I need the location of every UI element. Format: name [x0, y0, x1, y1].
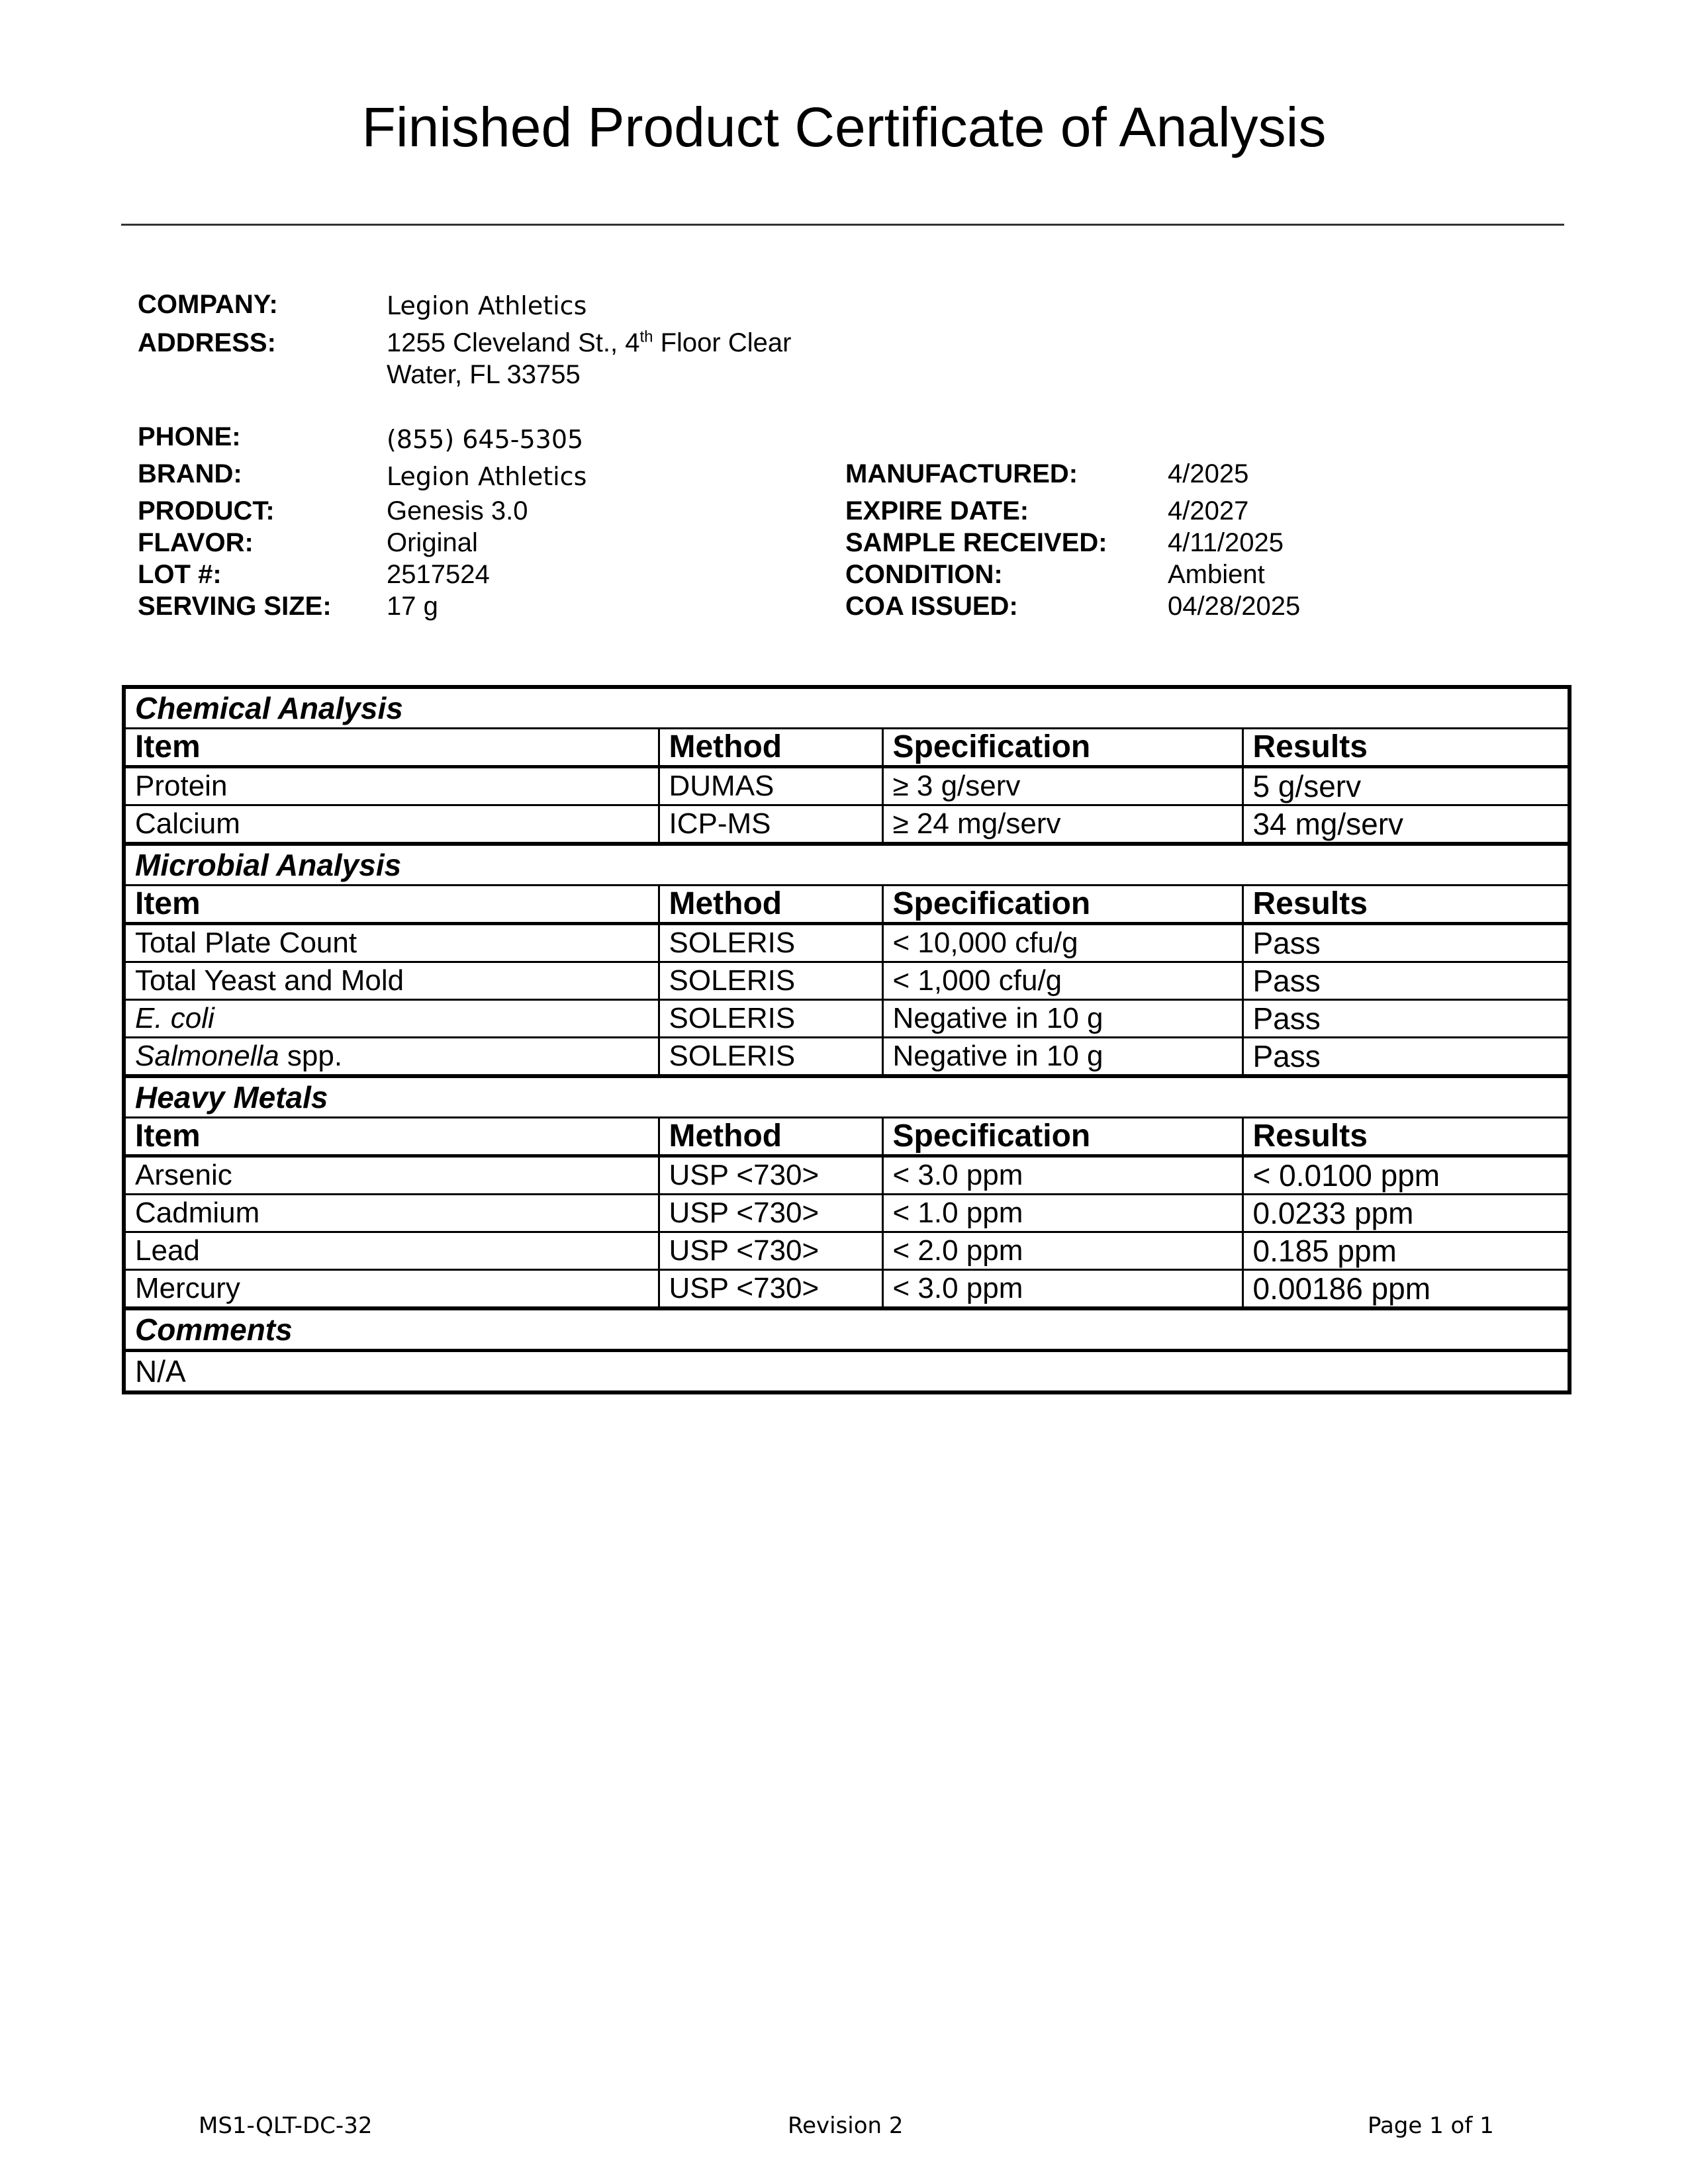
- result-cell: 0.185 ppm: [1243, 1232, 1570, 1270]
- heavy-metals-section-title: Heavy Metals: [124, 1076, 1570, 1118]
- method-cell: SOLERIS: [659, 962, 882, 1000]
- col-method: Method: [659, 1118, 882, 1156]
- col-item: Item: [124, 729, 659, 767]
- col-item: Item: [124, 886, 659, 924]
- comments-value: N/A: [124, 1351, 1570, 1393]
- method-cell: USP <730>: [659, 1195, 882, 1232]
- title-divider: [121, 224, 1564, 226]
- company-label: COMPANY:: [138, 290, 278, 319]
- address-superscript: th: [639, 328, 653, 346]
- serving-size-label: SERVING SIZE:: [138, 592, 332, 621]
- coa-issued-label: COA ISSUED:: [845, 592, 1018, 621]
- company-value: Legion Athletics: [387, 291, 587, 320]
- result-cell: 0.00186 ppm: [1243, 1270, 1570, 1309]
- col-method: Method: [659, 729, 882, 767]
- manufactured-value: 4/2025: [1168, 459, 1249, 488]
- method-cell: USP <730>: [659, 1232, 882, 1270]
- col-results: Results: [1243, 729, 1570, 767]
- item-cell: [124, 1000, 659, 1038]
- method-cell: USP <730>: [659, 1156, 882, 1195]
- condition-label: CONDITION:: [845, 560, 1003, 589]
- footer-page-number: Page 1 of 1: [1368, 2113, 1494, 2139]
- result-cell: 0.0233 ppm: [1243, 1195, 1570, 1232]
- address-line1-start: 1255 Cleveland St., 4: [387, 328, 640, 357]
- heavy-metals-section-header: [124, 1076, 1570, 1118]
- table-row: [124, 1156, 1570, 1195]
- item-cell: Arsenic: [124, 1156, 659, 1195]
- item-cell: Protein: [124, 767, 659, 805]
- item-cell: Cadmium: [124, 1195, 659, 1232]
- manufactured-label: MANUFACTURED:: [845, 459, 1078, 488]
- result-cell: Pass: [1243, 1000, 1570, 1038]
- footer-doc-id: MS1-QLT-DC-32: [199, 2113, 373, 2139]
- table-row: [124, 1195, 1570, 1232]
- col-results: Results: [1243, 886, 1570, 924]
- result-cell: < 0.0100 ppm: [1243, 1156, 1570, 1195]
- brand-value: Legion Athletics: [387, 462, 587, 491]
- heavy-metals-column-headers: [124, 1118, 1570, 1156]
- expire-date-label: EXPIRE DATE:: [845, 496, 1029, 525]
- chemical-section-header: [124, 687, 1570, 729]
- col-specification: Specification: [882, 1118, 1243, 1156]
- table-row: [124, 805, 1570, 844]
- result-cell: 34 mg/serv: [1243, 805, 1570, 844]
- item-rest: spp.: [279, 1040, 343, 1072]
- flavor-value: Original: [387, 528, 478, 557]
- condition-value: Ambient: [1168, 560, 1265, 589]
- col-results: Results: [1243, 1118, 1570, 1156]
- spec-cell: < 3.0 ppm: [882, 1270, 1243, 1309]
- spec-cell: Negative in 10 g: [882, 1038, 1243, 1077]
- spec-cell: < 1,000 cfu/g: [882, 962, 1243, 1000]
- address-line1-rest: Floor Clear: [653, 328, 792, 357]
- method-cell: SOLERIS: [659, 1000, 882, 1038]
- spec-cell: < 2.0 ppm: [882, 1232, 1243, 1270]
- comments-row: [124, 1351, 1570, 1393]
- item-cell: Calcium: [124, 805, 659, 844]
- item-italic: Salmonella: [135, 1040, 279, 1072]
- product-value: Genesis 3.0: [387, 496, 528, 525]
- sample-received-label: SAMPLE RECEIVED:: [845, 528, 1107, 557]
- expire-date-value: 4/2027: [1168, 496, 1249, 525]
- table-row: [124, 767, 1570, 805]
- analysis-table: [122, 685, 1571, 1394]
- method-cell: SOLERIS: [659, 1038, 882, 1077]
- chemical-column-headers: [124, 729, 1570, 767]
- phone-label: PHONE:: [138, 422, 241, 451]
- col-method: Method: [659, 886, 882, 924]
- table-row: [124, 962, 1570, 1000]
- table-row: [124, 1038, 1570, 1077]
- spec-cell: < 10,000 cfu/g: [882, 924, 1243, 962]
- item-cell: Total Plate Count: [124, 924, 659, 962]
- col-specification: Specification: [882, 729, 1243, 767]
- microbial-column-headers: [124, 886, 1570, 924]
- col-item: Item: [124, 1118, 659, 1156]
- comments-section-header: [124, 1308, 1570, 1351]
- serving-size-value: 17 g: [387, 592, 438, 621]
- comments-section-title: Comments: [124, 1308, 1570, 1351]
- method-cell: USP <730>: [659, 1270, 882, 1309]
- spec-cell: < 1.0 ppm: [882, 1195, 1243, 1232]
- sample-received-value: 4/11/2025: [1168, 528, 1284, 557]
- result-cell: 5 g/serv: [1243, 767, 1570, 805]
- table-row: [124, 1232, 1570, 1270]
- item-cell: Lead: [124, 1232, 659, 1270]
- flavor-label: FLAVOR:: [138, 528, 254, 557]
- spec-cell: Negative in 10 g: [882, 1000, 1243, 1038]
- chemical-section-title: Chemical Analysis: [124, 687, 1570, 729]
- coa-issued-value: 04/28/2025: [1168, 592, 1301, 621]
- address-line1: [387, 327, 791, 359]
- lot-value: 2517524: [387, 560, 490, 589]
- phone-value: (855) 645-5305: [387, 425, 584, 454]
- address-line2: Water, FL 33755: [387, 360, 581, 389]
- table-row: [124, 924, 1570, 962]
- lot-label: LOT #:: [138, 560, 222, 589]
- brand-label: BRAND:: [138, 459, 242, 488]
- item-cell: Total Yeast and Mold: [124, 962, 659, 1000]
- spec-cell: < 3.0 ppm: [882, 1156, 1243, 1195]
- footer-revision: Revision 2: [788, 2113, 904, 2139]
- method-cell: ICP-MS: [659, 805, 882, 844]
- spec-cell: ≥ 24 mg/serv: [882, 805, 1243, 844]
- item-cell: [124, 1038, 659, 1077]
- microbial-section-title: Microbial Analysis: [124, 844, 1570, 886]
- microbial-section-header: [124, 844, 1570, 886]
- spec-cell: ≥ 3 g/serv: [882, 767, 1243, 805]
- item-cell: Mercury: [124, 1270, 659, 1309]
- table-row: [124, 1000, 1570, 1038]
- result-cell: Pass: [1243, 1038, 1570, 1077]
- col-specification: Specification: [882, 886, 1243, 924]
- result-cell: Pass: [1243, 962, 1570, 1000]
- method-cell: SOLERIS: [659, 924, 882, 962]
- address-label: ADDRESS:: [138, 328, 276, 357]
- item-italic: E. coli: [135, 1002, 214, 1034]
- result-cell: Pass: [1243, 924, 1570, 962]
- method-cell: DUMAS: [659, 767, 882, 805]
- page-title: Finished Product Certificate of Analysis: [361, 96, 1327, 158]
- table-row: [124, 1270, 1570, 1309]
- product-label: PRODUCT:: [138, 496, 275, 525]
